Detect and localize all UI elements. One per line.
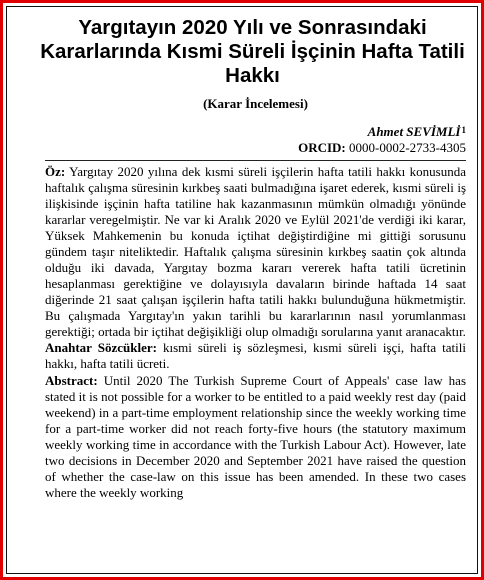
page-frame: [6, 6, 478, 574]
oz-label: Öz:: [45, 164, 66, 179]
paper-subtitle: (Karar İncelemesi): [203, 96, 308, 111]
header-rule: [45, 160, 466, 161]
oz-text: Yargıtay 2020 yılına dek kısmi süreli işçilerin hafta tatili hakkı konusunda haftalık çalışma süresinin kırkbeş saati bulmadığına işaret ederek, kısmi süreli iş ilişkisinde işçinin hafta tatiline hak kazanmasının mümkün olmadığı yönünde kararlar veregelmiştir. Ne var ki Aralık 2020 ve Eylül 2021'de verdiği iki karar, Yüksek Mahkemenin bu konuda içtihat değiştirdiğine mi gittiği sorusunu gündem taşır niteliktedir. Haftalık çalışma süresinin kırkbeş saatin çok altında olduğu iki davada, Yargıtay bozma kararı vererek hafta tatili ücretinin hesaplanması gerektiğine ve dolayısıyla davaların birinde haftada 14 saat diğerinde 21 saat çalışan işçilerin hafta tatili hakkı bulunduğuna hükmetmiştir. Bu çalışmada Yargıtay'ın yakın tarihli bu kararlarının nasıl yorumlanması gerektiği; ortada bir içtihat değişikliği olup olmadığı sorularına yanıt aranacaktır.: [45, 164, 466, 339]
keywords-paragraph: [45, 340, 466, 372]
author-line: [45, 124, 466, 140]
keywords-label: Anahtar Sözcükler:: [45, 340, 157, 355]
keywords-text: kısmi süreli iş sözleşmesi, kısmi süreli işçi, hafta tatili hakkı, hafta tatili ücreti.: [45, 340, 466, 371]
abstract-label: Abstract:: [45, 373, 98, 388]
paper-title: Yargıtayın 2020 Yılı ve Sonrasındaki Kararlarında Kısmi Süreli İşçinin Hafta Tatili Hakkı: [40, 16, 465, 87]
abstract-text: Until 2020 The Turkish Supreme Court of Appeals' case law has stated it is not possible for a worker to be entitled to a paid weekly rest day (paid weekend) in a part-time employment relationship since the weekly working time for a part-time worker did not reach forty-five hours (the statutory maximum weekly working time in accordance with the Turkish Labour Act). However, late two decisions in December 2020 and September 2021 have raised the question of whether the case-law on this issue has been amended. In these two cases where the weekly working: [45, 373, 466, 500]
author-footnote-marker[interactable]: 1: [461, 125, 466, 135]
orcid-value: 0000-0002-2733-4305: [349, 140, 466, 155]
author-name: Ahmet SEVİMLİ: [367, 124, 461, 139]
abstract-paragraph: [45, 373, 466, 501]
oz-paragraph: [45, 164, 466, 340]
paper-content: [40, 7, 466, 501]
orcid-line: [45, 140, 466, 156]
orcid-label: ORCID:: [298, 140, 346, 155]
